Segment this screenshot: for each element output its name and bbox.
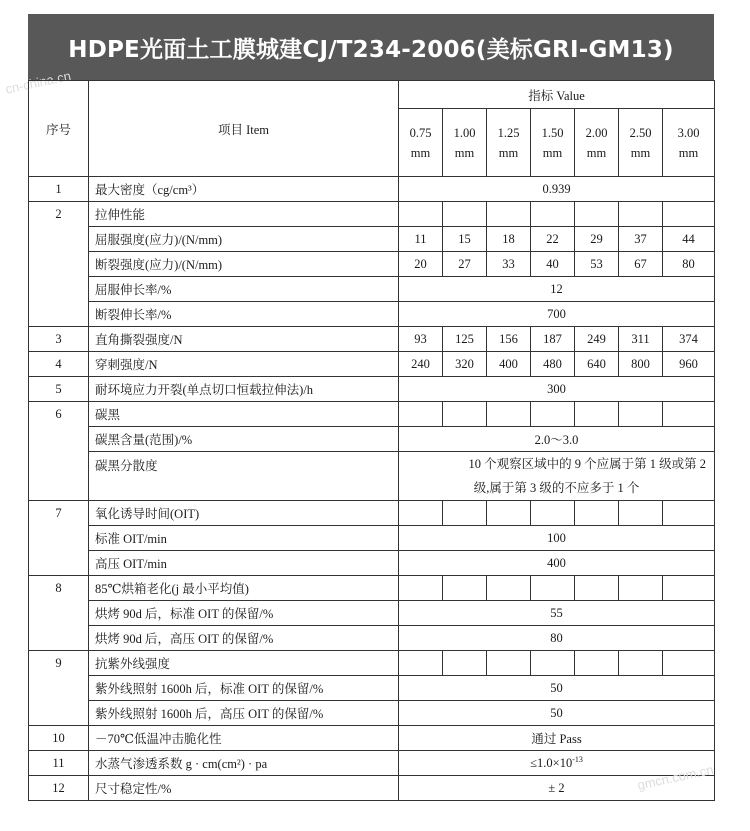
row-merged-value: ± 2 <box>399 776 715 801</box>
row-item: 水蒸气渗透系数 g · cm(cm²) · pa <box>89 751 399 776</box>
row-value: 800 <box>619 352 663 377</box>
row-empty-cell <box>619 202 663 227</box>
row-empty-cell <box>663 402 715 427</box>
thickness-value: 1.25 <box>497 125 520 140</box>
row-empty-cell <box>399 202 443 227</box>
thickness-value: 2.50 <box>629 125 652 140</box>
row-value: 311 <box>619 327 663 352</box>
row-item: 氧化诱导时间(OIT) <box>89 501 399 526</box>
table-row <box>29 626 715 651</box>
row-number <box>29 227 89 252</box>
row-merged-value: 100 <box>399 526 715 551</box>
row-number <box>29 277 89 302</box>
row-value: 44 <box>663 227 715 252</box>
row-empty-cell <box>531 202 575 227</box>
row-number <box>29 452 89 501</box>
row-empty-cell <box>443 402 487 427</box>
row-empty-cell <box>487 501 531 526</box>
row-number: 7 <box>29 501 89 526</box>
row-number: 12 <box>29 776 89 801</box>
row-value: 18 <box>487 227 531 252</box>
row-empty-cell <box>443 202 487 227</box>
table-row <box>29 452 715 501</box>
row-value: 11 <box>399 227 443 252</box>
row-empty-cell <box>399 402 443 427</box>
row-empty-cell <box>487 651 531 676</box>
row-empty-cell <box>575 202 619 227</box>
thickness-value: 1.00 <box>453 125 476 140</box>
row-empty-cell <box>619 402 663 427</box>
row-value: 67 <box>619 252 663 277</box>
row-number <box>29 601 89 626</box>
row-empty-cell <box>487 576 531 601</box>
row-empty-cell <box>663 501 715 526</box>
table-row <box>29 202 715 227</box>
row-item: 紫外线照射 1600h 后，标准 OIT 的保留/% <box>89 676 399 701</box>
row-number: 4 <box>29 352 89 377</box>
row-merged-value: 55 <box>399 601 715 626</box>
row-item: 高压 OIT/min <box>89 551 399 576</box>
row-value: 29 <box>575 227 619 252</box>
table-row <box>29 501 715 526</box>
row-value: 640 <box>575 352 619 377</box>
row-number: 11 <box>29 751 89 776</box>
spec-table <box>28 80 715 801</box>
row-number: 8 <box>29 576 89 601</box>
table-row <box>29 377 715 402</box>
row-number: 3 <box>29 327 89 352</box>
thickness-unit: mm <box>410 145 431 160</box>
watermark-bottom: gmcn.com.cn <box>636 761 715 793</box>
row-empty-cell <box>399 651 443 676</box>
table-row <box>29 352 715 377</box>
row-empty-cell <box>575 501 619 526</box>
table-row <box>29 177 715 202</box>
watermark-top: cn-china.cn <box>4 68 73 97</box>
row-item: －70℃低温冲击脆化性 <box>89 726 399 751</box>
row-item: 最大密度（cg/cm³） <box>89 177 399 202</box>
row-merged-value: 50 <box>399 676 715 701</box>
header-thickness-2 <box>487 109 531 177</box>
row-value: 400 <box>487 352 531 377</box>
row-empty-cell <box>399 501 443 526</box>
row-item: 碳黑含量(范围)/% <box>89 427 399 452</box>
header-thickness-5 <box>619 109 663 177</box>
thickness-unit: mm <box>454 145 475 160</box>
row-merged-value: 50 <box>399 701 715 726</box>
table-row <box>29 676 715 701</box>
table-row <box>29 776 715 801</box>
row-number: 2 <box>29 202 89 227</box>
header-thickness-0 <box>399 109 443 177</box>
table-row <box>29 402 715 427</box>
table-row <box>29 526 715 551</box>
row-item: 耐环境应力开裂(单点切口恒载拉伸法)/h <box>89 377 399 402</box>
row-number <box>29 551 89 576</box>
row-value: 125 <box>443 327 487 352</box>
row-number <box>29 302 89 327</box>
table-row <box>29 576 715 601</box>
row-empty-cell <box>443 501 487 526</box>
row-empty-cell <box>619 651 663 676</box>
row-empty-cell <box>575 651 619 676</box>
row-item: 直角撕裂强度/N <box>89 327 399 352</box>
row-value: 156 <box>487 327 531 352</box>
row-number <box>29 526 89 551</box>
header-thickness-3 <box>531 109 575 177</box>
row-number: 6 <box>29 402 89 427</box>
row-merged-value: 2.0～3.0 <box>399 427 715 452</box>
row-merged-value: 12 <box>399 277 715 302</box>
table-row <box>29 726 715 751</box>
row-empty-cell <box>663 202 715 227</box>
row-number: 5 <box>29 377 89 402</box>
row-item: 断裂伸长率/% <box>89 302 399 327</box>
row-item: 碳黑分散度 <box>89 452 399 501</box>
row-empty-cell <box>575 576 619 601</box>
table-row <box>29 227 715 252</box>
row-value: 960 <box>663 352 715 377</box>
row-merged-value <box>399 452 715 501</box>
row-empty-cell <box>531 501 575 526</box>
row-empty-cell <box>531 576 575 601</box>
thickness-unit: mm <box>630 145 651 160</box>
row-empty-cell <box>619 576 663 601</box>
row-number: 9 <box>29 651 89 676</box>
row-value: 27 <box>443 252 487 277</box>
thickness-unit: mm <box>678 145 699 160</box>
row-item: 屈服伸长率/% <box>89 277 399 302</box>
row-empty-cell <box>663 651 715 676</box>
row-item: 拉伸性能 <box>89 202 399 227</box>
table-row <box>29 302 715 327</box>
row-item: 断裂强度(应力)/(N/mm) <box>89 252 399 277</box>
table-row <box>29 601 715 626</box>
row-value: 240 <box>399 352 443 377</box>
row-value: 33 <box>487 252 531 277</box>
row-value: 37 <box>619 227 663 252</box>
table-row <box>29 751 715 776</box>
row-value: 15 <box>443 227 487 252</box>
row-number <box>29 676 89 701</box>
row-value: 187 <box>531 327 575 352</box>
row-merged-value: 0.939 <box>399 177 715 202</box>
table-row <box>29 651 715 676</box>
row-merged-value: 400 <box>399 551 715 576</box>
row-item: 烘烤 90d 后，高压 OIT 的保留/% <box>89 626 399 651</box>
row-value: 480 <box>531 352 575 377</box>
row-number <box>29 701 89 726</box>
row-item: 紫外线照射 1600h 后，高压 OIT 的保留/% <box>89 701 399 726</box>
row-value: 80 <box>663 252 715 277</box>
row-item: 烘烤 90d 后，标准 OIT 的保留/% <box>89 601 399 626</box>
row-item: 标准 OIT/min <box>89 526 399 551</box>
page-title: HDPE光面土工膜城建CJ/T234-2006(美标GRI-GM13) <box>28 14 714 80</box>
row-empty-cell <box>399 576 443 601</box>
row-empty-cell <box>487 202 531 227</box>
row-merged-value: 700 <box>399 302 715 327</box>
row-empty-cell <box>663 576 715 601</box>
header-value-group: 指标 Value <box>399 81 715 109</box>
row-value: 20 <box>399 252 443 277</box>
row-empty-cell <box>443 576 487 601</box>
row-value: 93 <box>399 327 443 352</box>
header-item: 项目 Item <box>89 81 399 177</box>
merged-line-1: 10 个观察区域中的 9 个应属于第 1 级或第 2 <box>468 457 707 471</box>
row-value: 53 <box>575 252 619 277</box>
table-row <box>29 277 715 302</box>
row-item: 屈服强度(应力)/(N/mm) <box>89 227 399 252</box>
table-row <box>29 551 715 576</box>
row-item: 穿刺强度/N <box>89 352 399 377</box>
row-value: 40 <box>531 252 575 277</box>
header-thickness-4 <box>575 109 619 177</box>
row-number: 10 <box>29 726 89 751</box>
row-merged-value: 通过 Pass <box>399 726 715 751</box>
row-value: 249 <box>575 327 619 352</box>
header-no: 序号 <box>29 81 89 177</box>
row-empty-cell <box>575 402 619 427</box>
merged-base: ≤1.0×10 <box>530 756 573 771</box>
thickness-value: 3.00 <box>677 125 700 140</box>
row-item: 碳黑 <box>89 402 399 427</box>
thickness-unit: mm <box>586 145 607 160</box>
row-value: 320 <box>443 352 487 377</box>
thickness-unit: mm <box>542 145 563 160</box>
thickness-unit: mm <box>498 145 519 160</box>
row-value: 22 <box>531 227 575 252</box>
row-empty-cell <box>619 501 663 526</box>
row-item: 尺寸稳定性/% <box>89 776 399 801</box>
row-merged-value: 300 <box>399 377 715 402</box>
row-value: 374 <box>663 327 715 352</box>
thickness-value: 1.50 <box>541 125 564 140</box>
merged-exponent: -13 <box>572 754 583 764</box>
row-number: 1 <box>29 177 89 202</box>
table-row <box>29 252 715 277</box>
row-number <box>29 427 89 452</box>
table-row <box>29 327 715 352</box>
row-merged-value: 80 <box>399 626 715 651</box>
row-empty-cell <box>531 402 575 427</box>
thickness-value: 2.00 <box>585 125 608 140</box>
merged-line-2: 级,属于第 3 级的不应多于 1 个 <box>473 481 640 495</box>
row-number <box>29 626 89 651</box>
table-row <box>29 427 715 452</box>
row-empty-cell <box>531 651 575 676</box>
table-row <box>29 701 715 726</box>
thickness-value: 0.75 <box>409 125 432 140</box>
row-empty-cell <box>443 651 487 676</box>
header-thickness-6 <box>663 109 715 177</box>
header-thickness-1 <box>443 109 487 177</box>
row-item: 85℃烘箱老化(j 最小平均值) <box>89 576 399 601</box>
row-empty-cell <box>487 402 531 427</box>
row-item: 抗紫外线强度 <box>89 651 399 676</box>
row-number <box>29 252 89 277</box>
